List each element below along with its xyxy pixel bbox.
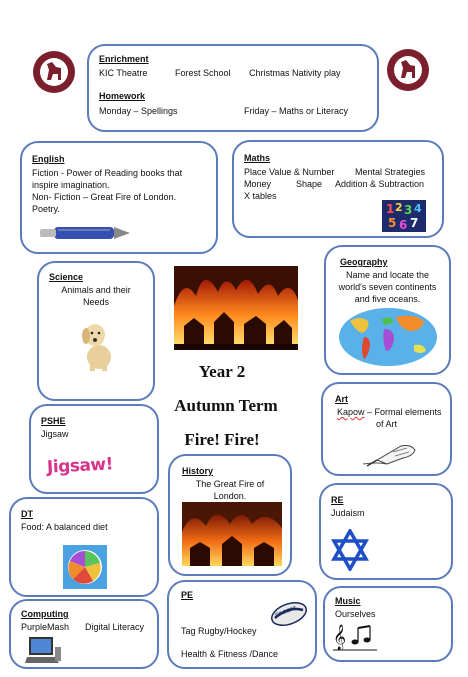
dt-heading: DT bbox=[21, 509, 33, 519]
school-logo-right bbox=[386, 48, 430, 92]
art-line: – Formal elements bbox=[364, 407, 442, 417]
music-line: Ourselves bbox=[335, 609, 376, 619]
music-notes-icon bbox=[333, 622, 377, 652]
homework-item: Friday – Maths or Literacy bbox=[244, 106, 349, 116]
numbers-icon bbox=[382, 200, 426, 232]
svg-text:1: 1 bbox=[386, 202, 395, 216]
english-line: Poetry. bbox=[32, 204, 60, 214]
art-kapow: Kapow bbox=[337, 407, 365, 417]
topic-title: Fire! Fire! bbox=[184, 430, 260, 449]
enrichment-item: Forest School bbox=[175, 68, 231, 78]
term-title: Autumn Term bbox=[174, 396, 278, 415]
maths-item: X tables bbox=[244, 191, 277, 201]
computing-heading: Computing bbox=[21, 609, 69, 619]
english-line: Fiction - Power of Reading books that bbox=[32, 168, 183, 178]
svg-text:4: 4 bbox=[414, 202, 422, 215]
svg-text:𝄞: 𝄞 bbox=[333, 625, 347, 650]
re-heading: RE bbox=[331, 495, 344, 505]
geography-heading: Geography bbox=[340, 257, 388, 267]
homework-heading: Homework bbox=[99, 91, 146, 101]
drawing-hand-icon bbox=[357, 438, 419, 470]
pen-icon bbox=[34, 221, 134, 245]
svg-text:6: 6 bbox=[399, 218, 408, 232]
fire-painting-picture bbox=[182, 502, 282, 566]
english-heading: English bbox=[32, 154, 65, 164]
re-box bbox=[319, 483, 453, 580]
history-line: London. bbox=[213, 491, 247, 501]
computer-icon bbox=[25, 635, 63, 665]
maths-box bbox=[232, 140, 444, 238]
english-box bbox=[20, 141, 218, 254]
pe-line: Tag Rugby/Hockey bbox=[181, 626, 257, 636]
music-box bbox=[323, 586, 453, 662]
geography-line: world's seven continents bbox=[338, 282, 437, 292]
geography-line: and five oceans. bbox=[354, 294, 421, 304]
enrichment-heading: Enrichment bbox=[99, 54, 149, 64]
geography-box bbox=[324, 245, 451, 375]
dt-box bbox=[9, 497, 159, 597]
homework-item: Monday – Spellings bbox=[99, 106, 178, 116]
science-box bbox=[37, 261, 155, 401]
art-line: of Art bbox=[375, 419, 397, 429]
school-logo-left bbox=[32, 50, 76, 94]
year-title: Year 2 bbox=[198, 362, 246, 381]
pe-line: Health & Fitness /Dance bbox=[181, 649, 279, 659]
history-heading: History bbox=[182, 466, 214, 476]
svg-text:2: 2 bbox=[395, 201, 403, 214]
enrichment-homework-box bbox=[87, 44, 379, 132]
science-heading: Science bbox=[49, 272, 84, 282]
history-line: The Great Fire of bbox=[195, 479, 265, 489]
pe-box bbox=[167, 580, 317, 669]
geography-line: Name and locate the bbox=[345, 270, 430, 280]
svg-text:3: 3 bbox=[404, 203, 413, 217]
rugby-ball-brand: GILBERT bbox=[274, 605, 298, 619]
science-line: Needs bbox=[82, 297, 109, 307]
maths-item: Place Value & Number bbox=[244, 167, 335, 177]
maths-item: Shape bbox=[296, 179, 323, 189]
star-of-david-icon bbox=[331, 529, 369, 571]
computing-item: Digital Literacy bbox=[85, 622, 145, 632]
computing-item: PurpleMash bbox=[21, 622, 70, 632]
pe-heading: PE bbox=[181, 590, 194, 600]
english-line: Non- Fiction – Great Fire of London. bbox=[32, 192, 177, 202]
computing-box bbox=[9, 599, 159, 669]
balanced-diet-plate-icon bbox=[63, 545, 107, 589]
maths-heading: Maths bbox=[244, 153, 271, 163]
pshe-heading: PSHE bbox=[41, 416, 66, 426]
maths-item: Mental Strategies bbox=[355, 167, 426, 177]
dt-line: Food: A balanced diet bbox=[21, 522, 108, 532]
science-line: Animals and their bbox=[61, 285, 131, 295]
english-line: inspire imagination. bbox=[32, 180, 110, 190]
dog-icon bbox=[75, 319, 119, 371]
art-heading: Art bbox=[335, 394, 348, 404]
art-box bbox=[321, 382, 452, 476]
enrichment-item: KIC Theatre bbox=[99, 68, 148, 78]
re-line: Judaism bbox=[331, 508, 365, 518]
enrichment-item: Christmas Nativity play bbox=[249, 68, 341, 78]
jigsaw-logo: Jigsaw! bbox=[46, 454, 114, 478]
pshe-box bbox=[29, 404, 159, 494]
svg-text:7: 7 bbox=[410, 216, 419, 230]
world-map-icon bbox=[338, 307, 438, 367]
maths-item: Addition & Subtraction bbox=[335, 179, 425, 189]
svg-text:5: 5 bbox=[388, 216, 397, 230]
fire-of-london-picture bbox=[174, 266, 298, 350]
music-heading: Music bbox=[335, 596, 361, 606]
history-box bbox=[168, 454, 292, 576]
pshe-line: Jigsaw bbox=[41, 429, 69, 439]
maths-item: Money bbox=[244, 179, 272, 189]
